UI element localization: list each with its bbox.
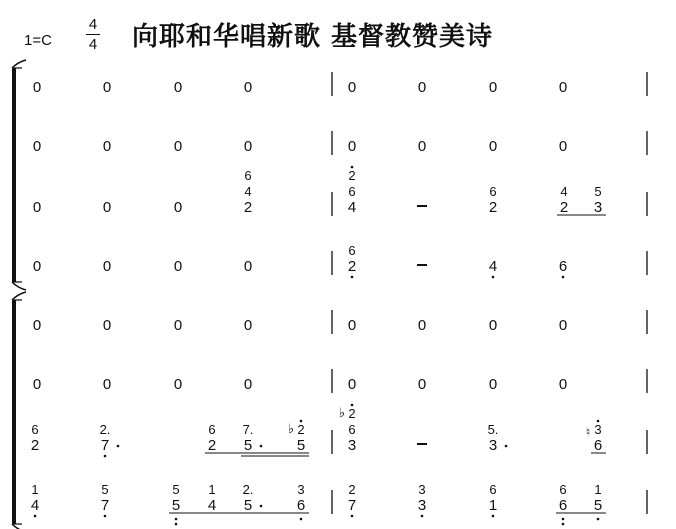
octave-dot-below (562, 518, 565, 521)
chord-note-above: 5 (101, 482, 109, 497)
note: 0 (32, 317, 42, 334)
note: 0 (558, 317, 568, 334)
note: 0 (173, 138, 183, 155)
octave-dot-below (351, 276, 354, 279)
chord-note-above: 3 (297, 482, 305, 497)
chord-note-above: 6 (348, 184, 356, 199)
staff-bracket-lower-hook-top (12, 292, 26, 300)
note: 0 (102, 376, 112, 393)
chord-note-above: 4 (244, 184, 252, 199)
note: 3 (417, 497, 427, 514)
note: 3 (488, 437, 498, 454)
octave-dot-below (492, 276, 495, 279)
octave-dot-below (175, 523, 178, 526)
note: 2 (207, 437, 217, 454)
note: 0 (173, 258, 183, 275)
staff-bracket-upper-hook-top (12, 60, 26, 68)
note: 7 (347, 497, 357, 514)
octave-dot-below (562, 276, 565, 279)
note: 0 (488, 376, 498, 393)
octave-dot-below (34, 515, 37, 518)
note: 0 (102, 317, 112, 334)
chord-note-above: 1 (208, 482, 216, 497)
staff-bracket-lower-thick (12, 300, 16, 524)
chord-note-above: 4 (560, 184, 568, 199)
octave-dot-above (351, 404, 354, 407)
flat-sign: ♭ (338, 405, 346, 420)
note: 1 (488, 497, 498, 514)
octave-dot-above (597, 420, 600, 423)
chord-note-above: 3 (418, 482, 426, 497)
note: 0 (243, 138, 253, 155)
chord-note-above: 6 (489, 482, 497, 497)
note: 5 (243, 497, 253, 514)
note: 0 (102, 138, 112, 155)
note: 4 (488, 258, 498, 275)
note: 0 (32, 258, 42, 275)
note: 5 (593, 497, 603, 514)
chord-note-above: 6 (208, 422, 216, 437)
note: 0 (243, 258, 253, 275)
note: 0 (417, 376, 427, 393)
note: 0 (243, 317, 253, 334)
chord-note-above: 2. (242, 482, 254, 497)
octave-dot-above (351, 166, 354, 169)
note: 0 (173, 376, 183, 393)
note: 0 (32, 138, 42, 155)
page-title: 向耶和华唱新歌 基督教赞美诗 (132, 22, 494, 52)
note: 2 (30, 437, 40, 454)
note: 0 (102, 258, 112, 275)
octave-dot-below (175, 518, 178, 521)
staff-bracket-upper-thick (12, 68, 16, 282)
note: 0 (558, 79, 568, 96)
chord-note-above: 2. (99, 422, 111, 437)
chord-note-above: 7. (242, 422, 254, 437)
note: 0 (32, 199, 42, 216)
note: 7 (100, 437, 110, 454)
octave-dot-below (421, 515, 424, 518)
chord-note-above: 6 (244, 168, 252, 183)
octave-dot-below (104, 515, 107, 518)
octave-dot-above (300, 420, 303, 423)
chord-note-above: 2 (297, 422, 305, 437)
staff-bracket-upper-hook-bottom (12, 282, 26, 290)
chord-note-above: 5 (594, 184, 602, 199)
natural-sign: ♮ (585, 425, 591, 439)
note: 5 (243, 437, 253, 454)
chord-note-above: 1 (594, 482, 602, 497)
staff-bracket-lower-hook-bottom (12, 524, 26, 529)
note: 0 (347, 376, 357, 393)
note: 5 (296, 437, 306, 454)
note: 0 (173, 79, 183, 96)
note: 0 (102, 199, 112, 216)
note: 2 (347, 258, 357, 275)
note: 4 (347, 199, 357, 216)
chord-note-above: 3 (594, 422, 602, 437)
chord-note-above: 5 (172, 482, 180, 497)
octave-dot-below (300, 518, 303, 521)
note: 5 (171, 497, 181, 514)
chord-note-above: 5. (487, 422, 499, 437)
note: 0 (488, 79, 498, 96)
chord-note-above: 6 (489, 184, 497, 199)
note: 2 (488, 199, 498, 216)
note: 0 (32, 376, 42, 393)
note: 7 (100, 497, 110, 514)
time-signature-bottom: 4 (88, 36, 98, 53)
note: 2 (559, 199, 569, 216)
octave-dot-below (351, 515, 354, 518)
note: 0 (347, 79, 357, 96)
note: 0 (558, 376, 568, 393)
note: 6 (558, 258, 568, 275)
chord-note-above: 2 (348, 168, 356, 183)
key-signature: 1=C (24, 32, 52, 49)
augmentation-dot (260, 445, 263, 448)
octave-dot-below (492, 515, 495, 518)
chord-note-above: 2 (348, 406, 356, 421)
note: 0 (32, 79, 42, 96)
augmentation-dot (117, 445, 120, 448)
note: 4 (207, 497, 217, 514)
note: 0 (417, 317, 427, 334)
note: 0 (243, 79, 253, 96)
note: 0 (347, 138, 357, 155)
note: 0 (173, 199, 183, 216)
note: 6 (558, 497, 568, 514)
note: 3 (347, 437, 357, 454)
note: 0 (417, 79, 427, 96)
chord-note-above: 6 (348, 243, 356, 258)
chord-note-above: 6 (348, 422, 356, 437)
chord-note-above: 1 (31, 482, 39, 497)
note: 0 (488, 317, 498, 334)
note: 6 (296, 497, 306, 514)
note: 4 (30, 497, 40, 514)
note: 0 (102, 79, 112, 96)
note: 0 (243, 376, 253, 393)
note: 0 (173, 317, 183, 334)
chord-note-above: 6 (31, 422, 39, 437)
octave-dot-below (597, 518, 600, 521)
note: 0 (347, 317, 357, 334)
flat-sign: ♭ (287, 421, 295, 436)
augmentation-dot (260, 505, 263, 508)
note: 2 (243, 199, 253, 216)
note: 0 (558, 138, 568, 155)
note: 0 (417, 138, 427, 155)
note: 0 (488, 138, 498, 155)
chord-note-above: 2 (348, 482, 356, 497)
octave-dot-below (562, 523, 565, 526)
time-signature-top: 4 (88, 16, 98, 33)
chord-note-above: 6 (559, 482, 567, 497)
note: 6 (593, 437, 603, 454)
octave-dot-below (104, 455, 107, 458)
note: 3 (593, 199, 603, 216)
augmentation-dot (505, 445, 508, 448)
